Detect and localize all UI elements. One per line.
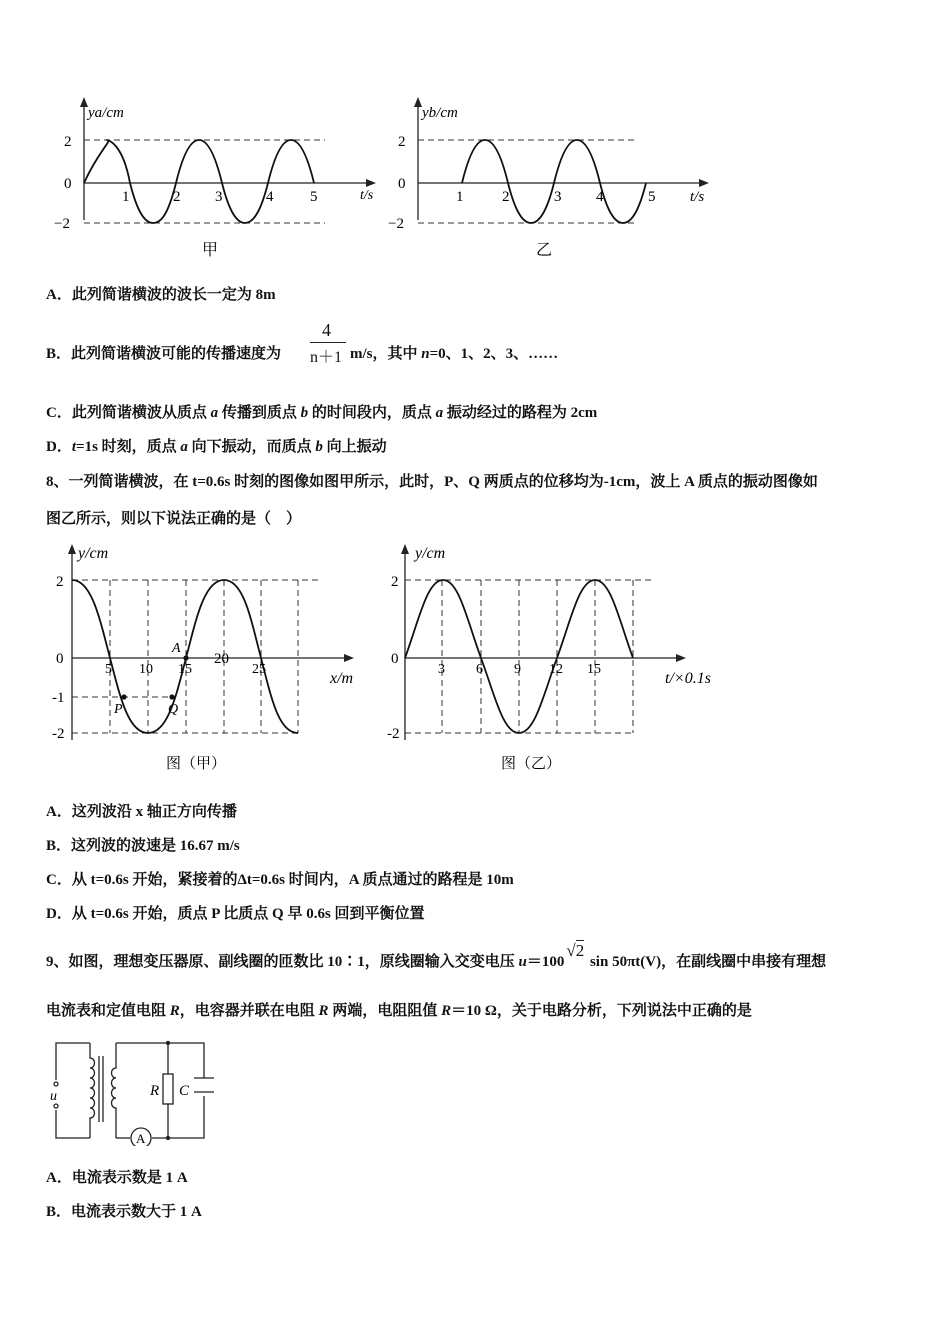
- q8-yi-caption: 图（乙）: [501, 756, 562, 772]
- q7-option-a: A．此列简谐横波的波长一定为 8m: [46, 287, 276, 303]
- q7-jia-ytick-neg2: −2: [54, 216, 70, 232]
- q7-yi-xtick: 5: [648, 189, 656, 205]
- q7-jia-ytick-0: 0: [64, 176, 72, 192]
- q8-jia-ylabel: y/cm: [78, 545, 109, 562]
- q9-r-label: R: [150, 1083, 160, 1099]
- q9-option-b: B．电流表示数大于 1 A: [46, 1204, 202, 1220]
- q8-yi-xtick: 15: [587, 662, 601, 677]
- q9-stem-line2: 电流表和定值电阻 R，电容器并联在电阻 R 两端，电阻阻值 R＝10 Ω，关于电路分析，下列说法中正确的是: [46, 1003, 752, 1019]
- q7-jia-xlabel: t/s: [360, 188, 374, 203]
- q8-jia-xtick: 15: [178, 662, 192, 677]
- q8-option-d: D．从 t=0.6s 开始，质点 P 比质点 Q 早 0.6s 回到平衡位置: [46, 906, 425, 922]
- q8-jia-ytick: -1: [52, 690, 65, 706]
- q8-option-c: C．从 t=0.6s 开始，紧接着的Δt=0.6s 时间内，A 质点通过的路程是 10m: [46, 872, 514, 888]
- q7-yi-ytick-0: 0: [398, 176, 406, 192]
- q8-jia-xtick: 20: [214, 651, 229, 667]
- q8-yi-xtick: 9: [514, 662, 521, 677]
- q7-yi-caption: 乙: [536, 242, 553, 259]
- q8-yi-xlabel: t/×0.1s: [665, 670, 711, 687]
- q9-c-label: C: [179, 1083, 190, 1099]
- q7-b-fraction-numerator: 4: [322, 320, 331, 340]
- q9-ammeter-label: A: [136, 1131, 146, 1146]
- q7-yi-xtick: 2: [502, 189, 510, 205]
- q7-yi-xtick: 1: [456, 189, 464, 205]
- q8-yi-ylabel: y/cm: [415, 545, 446, 562]
- q7-yi-xtick: 3: [554, 189, 562, 205]
- q7-jia-caption: 甲: [202, 242, 219, 259]
- q7-yi-xtick: 4: [596, 189, 604, 205]
- q7-figure-yi: [378, 95, 718, 265]
- q8-yi-xtick: 3: [438, 662, 445, 677]
- q7-jia-xtick: 5: [310, 189, 318, 205]
- q7-yi-ytick-2: 2: [398, 134, 406, 150]
- q8-jia-xlabel: x/m: [330, 670, 354, 687]
- q7-b-fraction-bar: [310, 342, 346, 343]
- q7-yi-xlabel: t/s: [690, 189, 705, 205]
- q8-stem-line1: 8、一列简谐横波，在 t=0.6s 时刻的图像如图甲所示，此时，P、Q 两质点的位移均为-1cm，波上 A 质点的振动图像如: [46, 474, 818, 490]
- q8-point-a: A: [172, 641, 181, 656]
- q7-jia-xtick: 1: [122, 189, 130, 205]
- q8-stem-line2: 图乙所示，则以下说法正确的是（ ）: [46, 511, 302, 527]
- q7-b-fraction-denominator: n＋1: [310, 349, 343, 366]
- q8-yi-ytick: 0: [391, 651, 399, 667]
- q8-figure-yi: [385, 540, 725, 780]
- q9-circuit-diagram: [46, 1038, 221, 1146]
- q8-yi-ytick: -2: [387, 726, 400, 742]
- q9-stem-line1: 9、如图，理想变压器原、副线圈的匝数比 10∶1，原线圈输入交变电压 u＝100√2 sin 50πt(V)，在副线圈中串接有理想: [46, 941, 827, 970]
- q9-u-label: u: [50, 1089, 57, 1104]
- q8-option-b: B．这列波的波速是 16.67 m/s: [46, 838, 240, 854]
- q7-jia-ytick-2: 2: [64, 134, 72, 150]
- q8-yi-xtick: 12: [549, 662, 563, 677]
- q8-point-p: P: [114, 702, 123, 717]
- q9-option-a: A．电流表示数是 1 A: [46, 1170, 188, 1186]
- q7-jia-xtick: 3: [215, 189, 223, 205]
- q8-point-q: Q: [168, 702, 179, 717]
- q8-jia-ytick: 0: [56, 651, 64, 667]
- q8-yi-ytick: 2: [391, 574, 399, 590]
- q7-option-c: C．此列简谐横波从质点 a 传播到质点 b 的时间段内，质点 a 振动经过的路程为 2cm: [46, 405, 598, 421]
- q8-option-a: A．这列波沿 x 轴正方向传播: [46, 804, 237, 820]
- q8-yi-xtick: 6: [476, 662, 483, 677]
- q7-option-b-rest: m/s，其中 n=0、1、2、3、……: [350, 346, 559, 362]
- q7-figure-jia: [40, 95, 380, 265]
- q7-jia-xtick: 4: [266, 189, 274, 205]
- q7-option-b: B．此列简谐横波可能的传播速度为: [46, 346, 282, 362]
- q7-yi-ytick-neg2: −2: [388, 216, 404, 232]
- q8-jia-caption: 图（甲）: [166, 756, 227, 772]
- q8-figure-jia: [48, 540, 378, 780]
- q7-jia-ylabel: ya/cm: [88, 105, 124, 121]
- q8-jia-ytick: -2: [52, 726, 65, 742]
- q8-jia-xtick: 10: [139, 662, 153, 677]
- q8-jia-xtick: 25: [252, 662, 266, 677]
- q7-option-d: D．t=1s 时刻，质点 a 向下振动，而质点 b 向上振动: [46, 439, 387, 455]
- q7-jia-xtick: 2: [173, 189, 181, 205]
- q7-yi-ylabel: yb/cm: [422, 105, 458, 121]
- q8-jia-xtick: 5: [105, 662, 112, 677]
- q8-jia-ytick: 2: [56, 574, 64, 590]
